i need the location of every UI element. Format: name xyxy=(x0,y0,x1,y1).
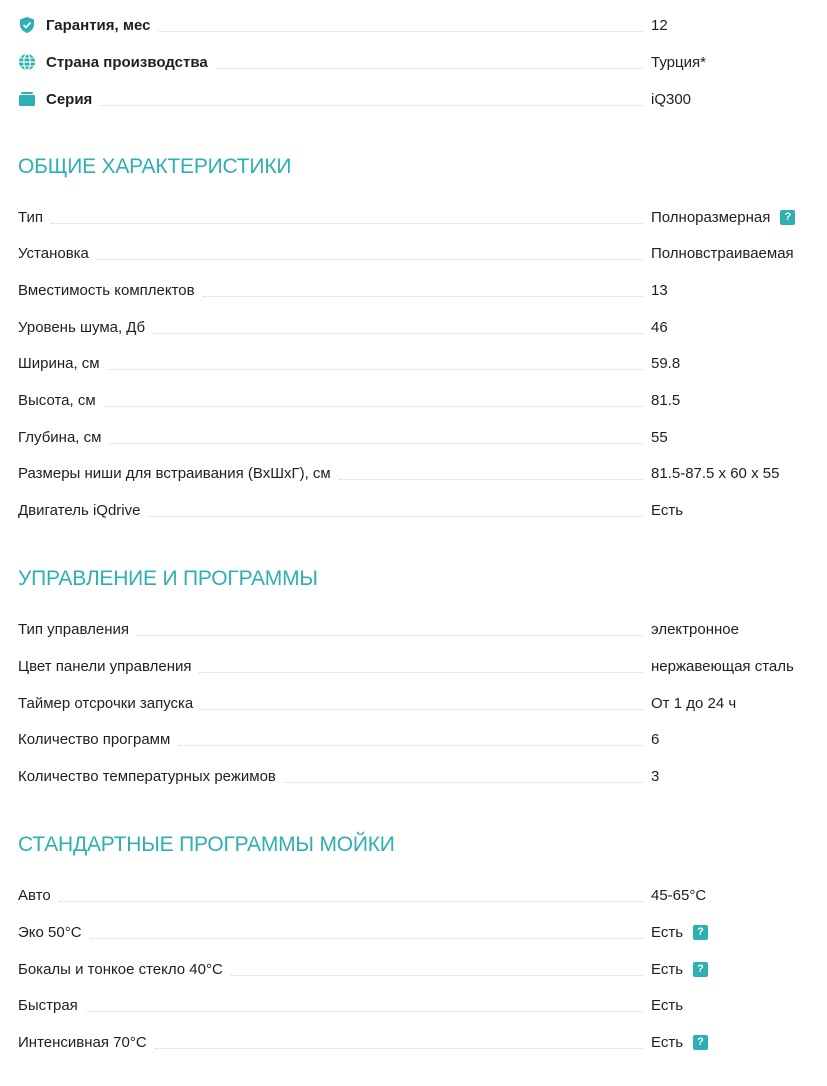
spec-value: 6 xyxy=(651,730,660,748)
spec-label: Установка xyxy=(18,244,89,262)
dotted-leader xyxy=(158,31,643,32)
spec-value-text: Есть xyxy=(651,1033,684,1051)
spec-value xyxy=(651,961,708,978)
dotted-leader xyxy=(86,1011,643,1012)
spec-label: Количество температурных режимов xyxy=(18,767,276,785)
spec-row xyxy=(18,993,818,1017)
spec-value: Турция* xyxy=(651,53,706,71)
spec-label: Гарантия, мес xyxy=(46,16,151,34)
spec-label: Ширина, см xyxy=(18,354,100,372)
dotted-leader xyxy=(90,938,643,939)
spec-value xyxy=(651,209,795,226)
dotted-leader xyxy=(104,406,643,407)
spec-label: Тип управления xyxy=(18,620,129,638)
spec-value: Полновстраиваемая xyxy=(651,244,794,262)
dotted-leader xyxy=(109,443,643,444)
spec-value: 81.5 xyxy=(651,391,681,409)
dotted-leader xyxy=(216,68,643,69)
dotted-leader xyxy=(155,1048,643,1049)
spec-row xyxy=(18,1030,818,1054)
spec-row xyxy=(18,241,818,265)
spec-row xyxy=(18,654,818,678)
dotted-leader xyxy=(137,635,643,636)
spec-label: Вместимость комплектов xyxy=(18,281,195,299)
spec-value: iQ300 xyxy=(651,90,692,108)
dotted-leader xyxy=(339,479,643,480)
spec-row xyxy=(18,883,818,907)
dotted-leader xyxy=(100,105,643,106)
spec-label: Глубина, см xyxy=(18,428,102,446)
spec-row xyxy=(18,461,818,485)
shield-check-icon xyxy=(18,16,36,34)
spec-label: Размеры ниши для встраивания (ВхШхГ), см xyxy=(18,464,331,482)
dotted-leader xyxy=(284,782,643,783)
spec-row xyxy=(18,727,818,751)
spec-value: 46 xyxy=(651,318,668,336)
dotted-leader xyxy=(231,975,643,976)
spec-value: 45-65°C xyxy=(651,886,707,904)
spec-label: Уровень шума, Дб xyxy=(18,318,146,336)
spec-value: Есть xyxy=(651,996,684,1014)
dotted-leader xyxy=(178,745,643,746)
spec-row xyxy=(18,315,818,339)
spec-label: Авто xyxy=(18,886,51,904)
spec-value: 59.8 xyxy=(651,354,681,372)
dotted-leader xyxy=(97,259,643,260)
spec-label: Эко 50°C xyxy=(18,923,82,941)
spec-row xyxy=(18,278,818,302)
spec-label: Количество программ xyxy=(18,730,171,748)
spec-label: Серия xyxy=(46,90,93,108)
spec-row xyxy=(18,205,818,229)
spec-value-text: Есть xyxy=(651,960,684,978)
help-icon[interactable]: ? xyxy=(693,962,708,977)
dotted-leader xyxy=(201,709,643,710)
help-icon[interactable]: ? xyxy=(693,925,708,940)
spec-label: Высота, см xyxy=(18,391,96,409)
spec-label: Таймер отсрочки запуска xyxy=(18,694,194,712)
spec-row xyxy=(18,764,818,788)
globe-icon xyxy=(18,53,36,71)
spec-row xyxy=(18,351,818,375)
spec-value: Есть xyxy=(651,501,684,519)
dotted-leader xyxy=(199,672,643,673)
spec-value-text: Есть xyxy=(651,923,684,941)
spec-value: 55 xyxy=(651,428,668,446)
spec-value: 13 xyxy=(651,281,668,299)
spec-row xyxy=(18,498,818,522)
spec-value: электронное xyxy=(651,620,739,638)
spec-row xyxy=(18,691,818,715)
series-stack-icon xyxy=(18,90,36,108)
help-icon[interactable]: ? xyxy=(693,1035,708,1050)
spec-row-warranty xyxy=(18,13,818,37)
spec-value xyxy=(651,1034,708,1051)
spec-value-text: Полноразмерная xyxy=(651,208,771,226)
dotted-leader xyxy=(51,223,643,224)
dotted-leader xyxy=(108,369,643,370)
spec-label: Бокалы и тонкое стекло 40°C xyxy=(18,960,223,978)
dotted-leader xyxy=(153,333,643,334)
spec-label: Двигатель iQdrive xyxy=(18,501,141,519)
spec-value: 3 xyxy=(651,767,660,785)
spec-row-series xyxy=(18,87,818,111)
spec-label: Страна производства xyxy=(46,53,208,71)
dotted-leader xyxy=(148,516,643,517)
section-title-programs: СТАНДАРТНЫЕ ПРОГРАММЫ МОЙКИ xyxy=(18,833,395,856)
spec-value: нержавеющая сталь xyxy=(651,657,794,675)
dotted-leader xyxy=(203,296,643,297)
spec-value: От 1 до 24 ч xyxy=(651,694,737,712)
spec-label: Интенсивная 70°C xyxy=(18,1033,147,1051)
spec-label: Тип xyxy=(18,208,44,226)
spec-row xyxy=(18,425,818,449)
spec-label: Быстрая xyxy=(18,996,78,1014)
spec-label: Цвет панели управления xyxy=(18,657,192,675)
spec-row xyxy=(18,920,818,944)
spec-value: 12 xyxy=(651,16,668,34)
spec-value: 81.5-87.5 x 60 x 55 xyxy=(651,464,780,482)
spec-row xyxy=(18,617,818,641)
spec-row-country xyxy=(18,50,818,74)
help-icon[interactable]: ? xyxy=(780,210,795,225)
spec-row xyxy=(18,957,818,981)
section-title-general: ОБЩИЕ ХАРАКТЕРИСТИКИ xyxy=(18,155,292,178)
spec-value xyxy=(651,924,708,941)
dotted-leader xyxy=(59,901,643,902)
spec-row xyxy=(18,388,818,412)
section-title-control: УПРАВЛЕНИЕ И ПРОГРАММЫ xyxy=(18,567,318,590)
